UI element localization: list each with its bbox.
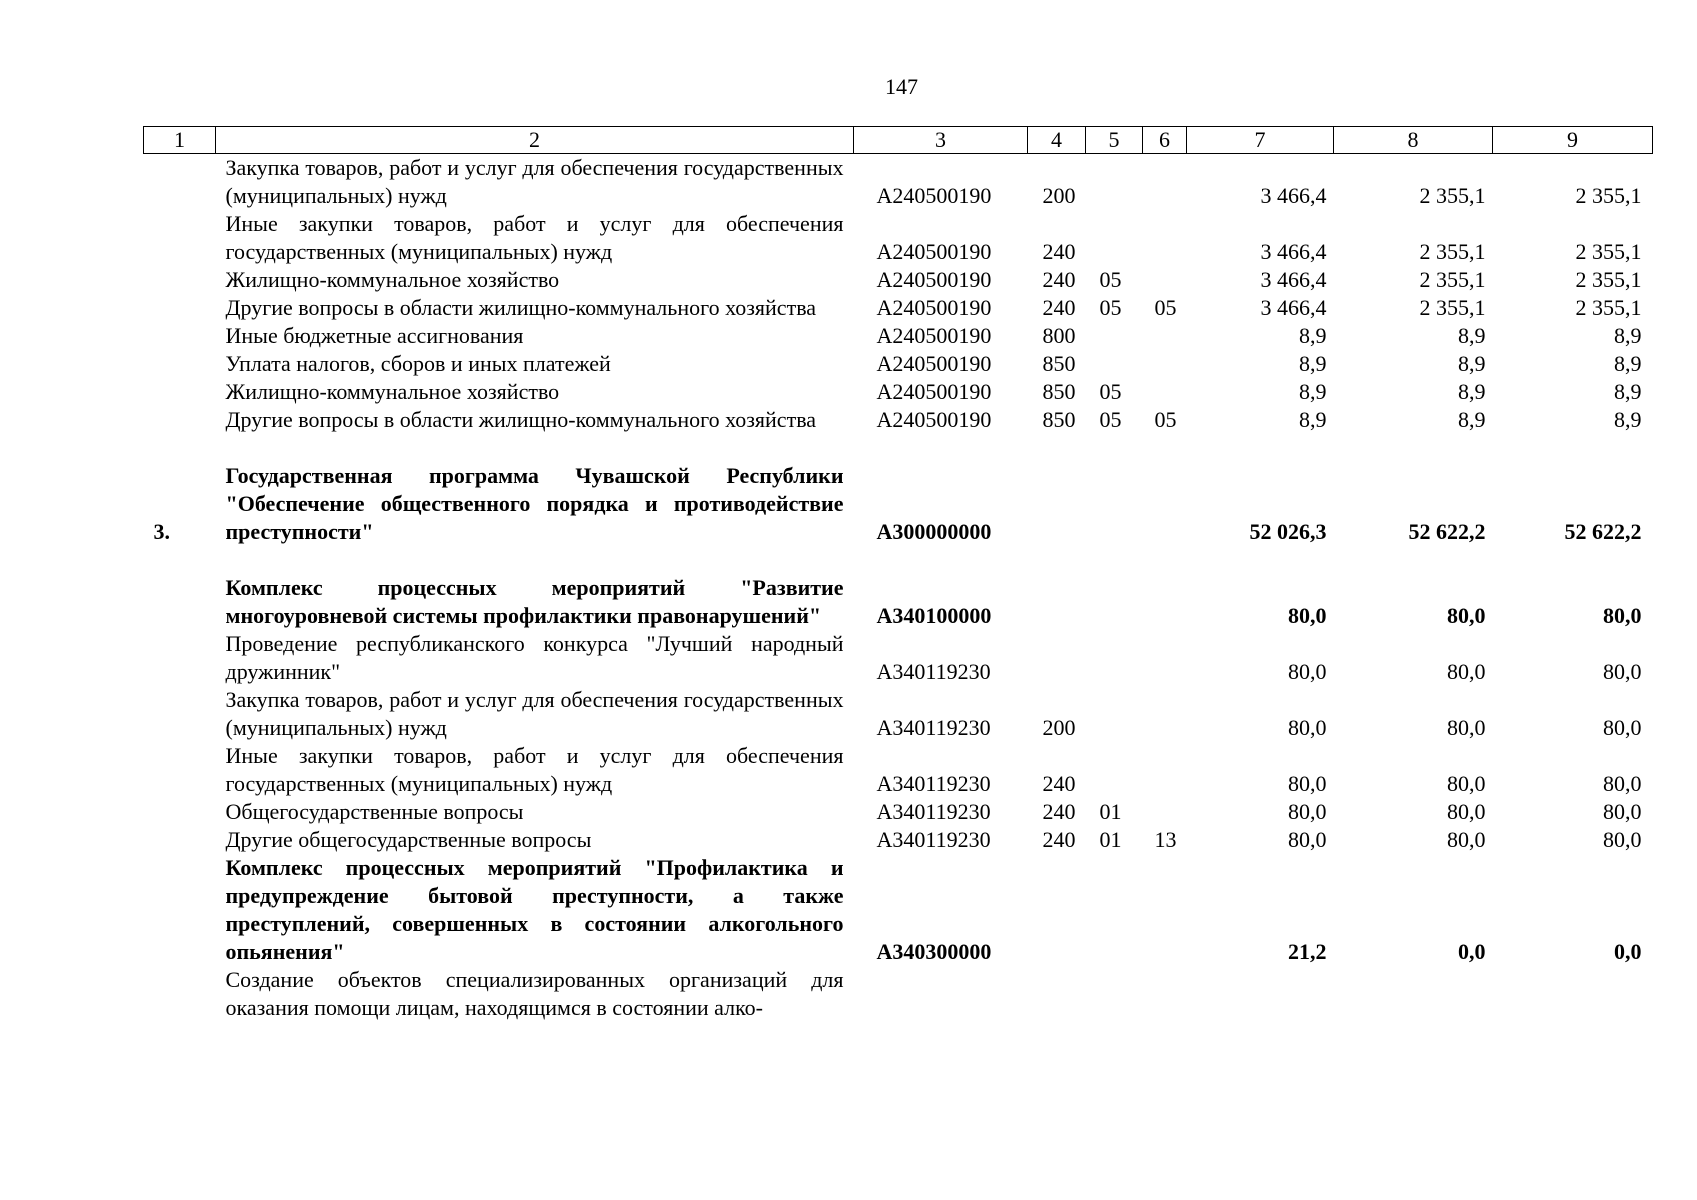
item-name: Общегосударственные вопросы: [225, 799, 524, 824]
item-name: Иные закупки товаров, работ и услуг для обеспечения государственных (муниципальных) нужд: [225, 743, 844, 796]
subsection: 05: [1154, 295, 1177, 320]
header-cell-2: 2: [216, 127, 854, 154]
target-code: А340300000: [876, 939, 992, 964]
expense-type: [1028, 854, 1086, 966]
table-row: [144, 350, 1653, 378]
amount-col9: 80,0: [1603, 715, 1642, 740]
row-number: [144, 154, 216, 211]
amount-col9: 8,9: [1614, 351, 1642, 376]
table-header: [144, 127, 1653, 154]
item-name: Комплекс процессных мероприятий "Развитие многоуровневой системы профилактики правонарушений": [225, 575, 844, 628]
subsection: [1143, 630, 1187, 686]
subsection: [1143, 686, 1187, 742]
table-row: [144, 966, 1653, 1022]
header-cell-6: 6: [1143, 127, 1187, 154]
table-row: [144, 630, 1653, 686]
expense-type: [1028, 966, 1086, 1022]
amount-col8: 52 622,2: [1408, 519, 1486, 544]
section: 05: [1099, 267, 1122, 292]
amount-col8: 8,9: [1458, 407, 1486, 432]
subsection: [1143, 966, 1187, 1022]
amount-col8: 8,9: [1458, 323, 1486, 348]
target-code: А340100000: [876, 603, 992, 628]
amount-col8: 80,0: [1447, 659, 1486, 684]
row-number: [144, 826, 216, 854]
header-cell-9: 9: [1493, 127, 1653, 154]
table-row: [144, 826, 1653, 854]
budget-table: [143, 126, 1653, 1022]
row-number: [144, 266, 216, 294]
subsection: [1143, 378, 1187, 406]
amount-col9: 8,9: [1614, 323, 1642, 348]
table-row: [144, 546, 1653, 630]
row-number: [144, 742, 216, 798]
item-name: Создание объектов специализированных организаций для оказания помощи лицам, находящимся в состоянии алко-: [225, 967, 844, 1020]
expense-type: 240: [1042, 799, 1076, 824]
header-cell-8: 8: [1334, 127, 1493, 154]
row-number: [144, 294, 216, 322]
amount-col9: 2 355,1: [1575, 267, 1642, 292]
subsection: 05: [1154, 407, 1177, 432]
amount-col7: 3 466,4: [1260, 295, 1327, 320]
item-name: Закупка товаров, работ и услуг для обеспечения государственных (муниципальных) нужд: [225, 155, 844, 208]
expense-type: [1028, 434, 1086, 546]
expense-type: 240: [1042, 267, 1076, 292]
table-row: [144, 798, 1653, 826]
row-number: [144, 630, 216, 686]
amount-col7: 80,0: [1288, 659, 1327, 684]
amount-col9: 2 355,1: [1575, 183, 1642, 208]
section: [1086, 350, 1143, 378]
amount-col8: 80,0: [1447, 827, 1486, 852]
expense-type: 240: [1042, 771, 1076, 796]
item-name: Иные бюджетные ассигнования: [225, 323, 524, 348]
expense-type: 800: [1042, 323, 1076, 348]
subsection: [1143, 322, 1187, 350]
subsection: [1143, 434, 1187, 546]
table-row: [144, 154, 1653, 211]
amount-col9: 8,9: [1614, 379, 1642, 404]
amount-col7: 80,0: [1288, 827, 1327, 852]
target-code: А300000000: [876, 519, 992, 544]
row-number: [144, 378, 216, 406]
amount-col8: 2 355,1: [1419, 239, 1486, 264]
subsection: [1143, 854, 1187, 966]
section: [1086, 322, 1143, 350]
amount-col7: [1187, 966, 1334, 1022]
row-number: [144, 854, 216, 966]
subsection: [1143, 154, 1187, 211]
amount-col7: 80,0: [1288, 603, 1327, 628]
target-code: А340119230: [876, 799, 991, 824]
table-row: [144, 378, 1653, 406]
target-code: А240500190: [876, 407, 992, 432]
target-code: [854, 966, 1028, 1022]
item-name: Уплата налогов, сборов и иных платежей: [225, 351, 611, 376]
section: [1086, 854, 1143, 966]
amount-col8: 2 355,1: [1419, 267, 1486, 292]
amount-col7: 8,9: [1299, 351, 1327, 376]
amount-col7: 3 466,4: [1260, 183, 1327, 208]
item-name: Жилищно-коммунальное хозяйство: [225, 267, 560, 292]
target-code: А340119230: [876, 715, 991, 740]
header-cell-3: 3: [854, 127, 1028, 154]
target-code: А340119230: [876, 771, 991, 796]
amount-col8: 80,0: [1447, 771, 1486, 796]
table-row: [144, 686, 1653, 742]
subsection: [1143, 350, 1187, 378]
section: [1086, 630, 1143, 686]
amount-col9: 0,0: [1614, 939, 1642, 964]
section: [1086, 210, 1143, 266]
expense-type: 240: [1042, 827, 1076, 852]
amount-col7: 80,0: [1288, 715, 1327, 740]
table-row: [144, 294, 1653, 322]
item-name: Другие вопросы в области жилищно-коммунального хозяйства: [225, 407, 817, 432]
section: 01: [1099, 799, 1122, 824]
row-number: [144, 798, 216, 826]
target-code: А340119230: [876, 659, 991, 684]
item-name: Другие общегосударственные вопросы: [225, 827, 592, 852]
row-number: [144, 322, 216, 350]
amount-col8: 80,0: [1447, 715, 1486, 740]
item-name: Иные закупки товаров, работ и услуг для обеспечения государственных (муниципальных) нужд: [225, 211, 844, 264]
subsection: [1143, 742, 1187, 798]
amount-col9: 8,9: [1614, 407, 1642, 432]
amount-col7: 3 466,4: [1260, 267, 1327, 292]
item-name: Государственная программа Чувашской Республики "Обеспечение общественного порядка и противодействие преступности": [225, 463, 844, 544]
table-row: [144, 406, 1653, 434]
amount-col8: 80,0: [1447, 603, 1486, 628]
header-cell-1: 1: [144, 127, 216, 154]
table-row: [144, 742, 1653, 798]
expense-type: 850: [1042, 407, 1076, 432]
table-row: [144, 854, 1653, 966]
expense-type: [1028, 546, 1086, 630]
header-cell-7: 7: [1187, 127, 1334, 154]
subsection: 13: [1154, 827, 1177, 852]
amount-col7: 8,9: [1299, 323, 1327, 348]
amount-col8: 8,9: [1458, 379, 1486, 404]
row-number: [144, 406, 216, 434]
target-code: А340119230: [876, 827, 991, 852]
subsection: [1143, 798, 1187, 826]
item-name: Другие вопросы в области жилищно-коммунального хозяйства: [225, 295, 817, 320]
amount-col7: 8,9: [1299, 407, 1327, 432]
item-name: Проведение республиканского конкурса "Лучший народный дружинник": [225, 631, 844, 684]
item-name: Жилищно-коммунальное хозяйство: [225, 379, 560, 404]
section: 05: [1099, 379, 1122, 404]
section: 01: [1099, 827, 1122, 852]
section: [1086, 154, 1143, 211]
amount-col7: 80,0: [1288, 771, 1327, 796]
row-number: [144, 546, 216, 630]
row-number: [144, 966, 216, 1022]
table-row: [144, 266, 1653, 294]
section: [1086, 742, 1143, 798]
table-row: [144, 322, 1653, 350]
section: 05: [1099, 407, 1122, 432]
amount-col8: 8,9: [1458, 351, 1486, 376]
amount-col8: 80,0: [1447, 799, 1486, 824]
item-name: Закупка товаров, работ и услуг для обеспечения государственных (муниципальных) нужд: [225, 687, 844, 740]
item-name: Комплекс процессных мероприятий "Профилактика и предупреждение бытовой преступности, а также преступлений, совершенных в состоянии алкогольного опьянения": [225, 855, 844, 964]
table-row: [144, 434, 1653, 546]
section: [1086, 546, 1143, 630]
amount-col9: 2 355,1: [1575, 295, 1642, 320]
amount-col8: 2 355,1: [1419, 183, 1486, 208]
target-code: А240500190: [876, 295, 992, 320]
target-code: А240500190: [876, 351, 992, 376]
amount-col7: 8,9: [1299, 379, 1327, 404]
subsection: [1143, 266, 1187, 294]
header-cell-5: 5: [1086, 127, 1143, 154]
target-code: А240500190: [876, 379, 992, 404]
section: 05: [1099, 295, 1122, 320]
row-number: [144, 686, 216, 742]
amount-col7: 21,2: [1288, 939, 1327, 964]
target-code: А240500190: [876, 267, 992, 292]
amount-col9: 2 355,1: [1575, 239, 1642, 264]
page-number: 147: [885, 74, 918, 99]
expense-type: 850: [1042, 379, 1076, 404]
amount-col8: [1334, 966, 1493, 1022]
amount-col8: 2 355,1: [1419, 295, 1486, 320]
target-code: А240500190: [876, 239, 992, 264]
amount-col9: 80,0: [1603, 827, 1642, 852]
target-code: А240500190: [876, 183, 992, 208]
amount-col9: 80,0: [1603, 603, 1642, 628]
subsection: [1143, 546, 1187, 630]
subsection: [1143, 210, 1187, 266]
amount-col9: 52 622,2: [1564, 519, 1642, 544]
section: [1086, 686, 1143, 742]
amount-col9: [1493, 966, 1653, 1022]
section: [1086, 966, 1143, 1022]
amount-col9: 80,0: [1603, 659, 1642, 684]
table-body: [144, 154, 1653, 1023]
expense-type: 240: [1042, 239, 1076, 264]
amount-col8: 0,0: [1458, 939, 1486, 964]
expense-type: 240: [1042, 295, 1076, 320]
amount-col7: 80,0: [1288, 799, 1327, 824]
expense-type: 200: [1042, 183, 1076, 208]
row-number: 3.: [153, 519, 170, 544]
table-row: [144, 210, 1653, 266]
header-row: [144, 127, 1653, 154]
header-cell-4: 4: [1028, 127, 1086, 154]
amount-col7: 52 026,3: [1249, 519, 1327, 544]
amount-col9: 80,0: [1603, 799, 1642, 824]
amount-col9: 80,0: [1603, 771, 1642, 796]
expense-type: 850: [1042, 351, 1076, 376]
row-number: [144, 350, 216, 378]
row-number: [144, 210, 216, 266]
target-code: А240500190: [876, 323, 992, 348]
expense-type: 200: [1042, 715, 1076, 740]
section: [1086, 434, 1143, 546]
amount-col7: 3 466,4: [1260, 239, 1327, 264]
expense-type: [1028, 630, 1086, 686]
